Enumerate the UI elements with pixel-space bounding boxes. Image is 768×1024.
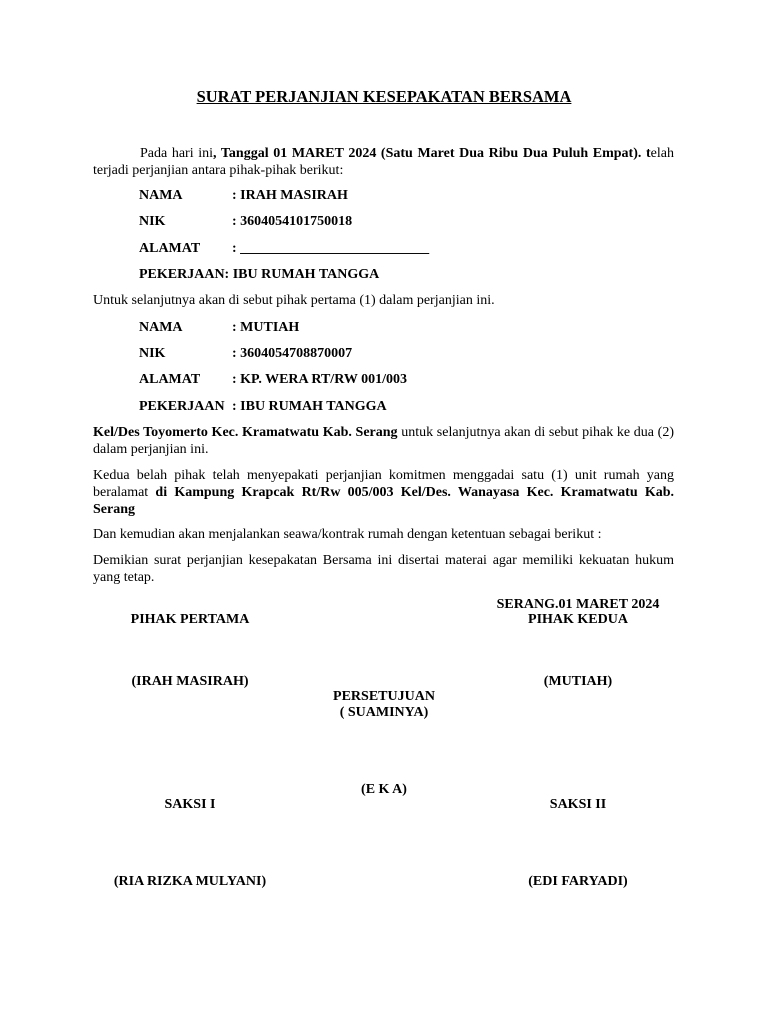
saksi1-label: SAKSI I	[164, 797, 216, 812]
party1-nik-value: : 3604054101750018	[232, 214, 353, 229]
party2-alamat-value: : KP. WERA RT/RW 001/003	[232, 372, 407, 387]
saksi1-name: (RIA RIZKA MULYANI)	[113, 874, 267, 889]
place-date: SERANG.01 MARET 2024	[496, 597, 660, 612]
pihak-kedua-name: (MUTIAH)	[543, 674, 613, 689]
persetujuan-label: PERSETUJUAN	[333, 689, 435, 704]
party1-pekerjaan-value: IBU RUMAH TANGGA	[232, 267, 380, 282]
agreement-lead: Kedua belah pihak telah menyepakati perjanjian komitmen menggadai satu (1) unit rumah yang beralamat	[93, 468, 674, 500]
opening-rest: elah terjadi perjanjian antara pihak-pihak berikut:	[93, 146, 674, 178]
party1-alamat-label: ALAMAT	[139, 241, 201, 256]
party2-alamat-row	[139, 371, 407, 388]
party1-alamat-value: : ___________________________	[232, 241, 430, 256]
party2-note	[93, 424, 674, 458]
suaminya-label: ( SUAMINYA)	[339, 705, 429, 720]
terms-paragraph: Dan kemudian akan menjalankan seawa/kontrak rumah dengan ketentuan sebagai berikut :	[93, 527, 602, 542]
pihak-pertama-name: (IRAH MASIRAH)	[131, 674, 249, 689]
saksi2-name: (EDI FARYADI)	[528, 874, 628, 889]
party2-pekerjaan-value: : IBU RUMAH TANGGA	[232, 399, 387, 414]
party2-nama-value: : MUTIAH	[232, 320, 300, 335]
agreement-address: di Kampung Krapcak Rt/Rw 005/003 Kel/Des. Wanayasa Kec. Kramatwatu Kab. Serang	[93, 485, 675, 517]
party1-nama-value: : IRAH MASIRAH	[232, 188, 348, 203]
opening-lead: Pada hari ini	[140, 146, 213, 161]
opening-date: , Tanggal 01 MARET 2024 (Satu Maret Dua Ribu Dua Puluh Empat). t	[213, 146, 651, 161]
party2-nik-value: : 3604054708870007	[232, 346, 353, 361]
party2-pekerjaan-row	[139, 398, 387, 415]
opening-paragraph	[93, 145, 674, 179]
party2-pekerjaan-label: PEKERJAAN	[139, 399, 225, 414]
party2-nik-row	[139, 345, 352, 362]
party1-nama-label: NAMA	[139, 188, 183, 203]
closing-paragraph: Demikian surat perjanjian kesepakatan Bersama ini disertai materai agar memiliki kekuatan hukum yang tetap.	[93, 553, 674, 585]
suami-name: (E K A)	[361, 782, 407, 797]
party1-pekerjaan-label: PEKERJAAN:	[139, 267, 230, 282]
party1-nik-row	[139, 213, 352, 230]
party1-nik-label: NIK	[139, 214, 166, 229]
pihak-kedua-label: PIHAK KEDUA	[528, 612, 628, 627]
party2-note-rest: untuk selanjutnya akan di sebut pihak ke dua (2) dalam perjanjian ini.	[93, 425, 675, 457]
party1-note: Untuk selanjutnya akan di sebut pihak pertama (1) dalam perjanjian ini.	[93, 293, 495, 308]
saksi2-label: SAKSI II	[549, 797, 607, 812]
party1-pekerjaan-row	[139, 266, 379, 283]
party2-note-address: Kel/Des Toyomerto Kec. Kramatwatu Kab. Serang	[93, 425, 398, 440]
pihak-pertama-label: PIHAK PERTAMA	[130, 612, 250, 627]
document-title: SURAT PERJANJIAN KESEPAKATAN BERSAMA	[196, 87, 572, 106]
party2-nama-row	[139, 319, 299, 336]
party2-nama-label: NAMA	[139, 320, 183, 335]
party1-alamat-row	[139, 240, 429, 257]
agreement-paragraph	[93, 467, 674, 518]
party1-nama-row	[139, 187, 348, 204]
party2-nik-label: NIK	[139, 346, 166, 361]
party2-alamat-label: ALAMAT	[139, 372, 201, 387]
